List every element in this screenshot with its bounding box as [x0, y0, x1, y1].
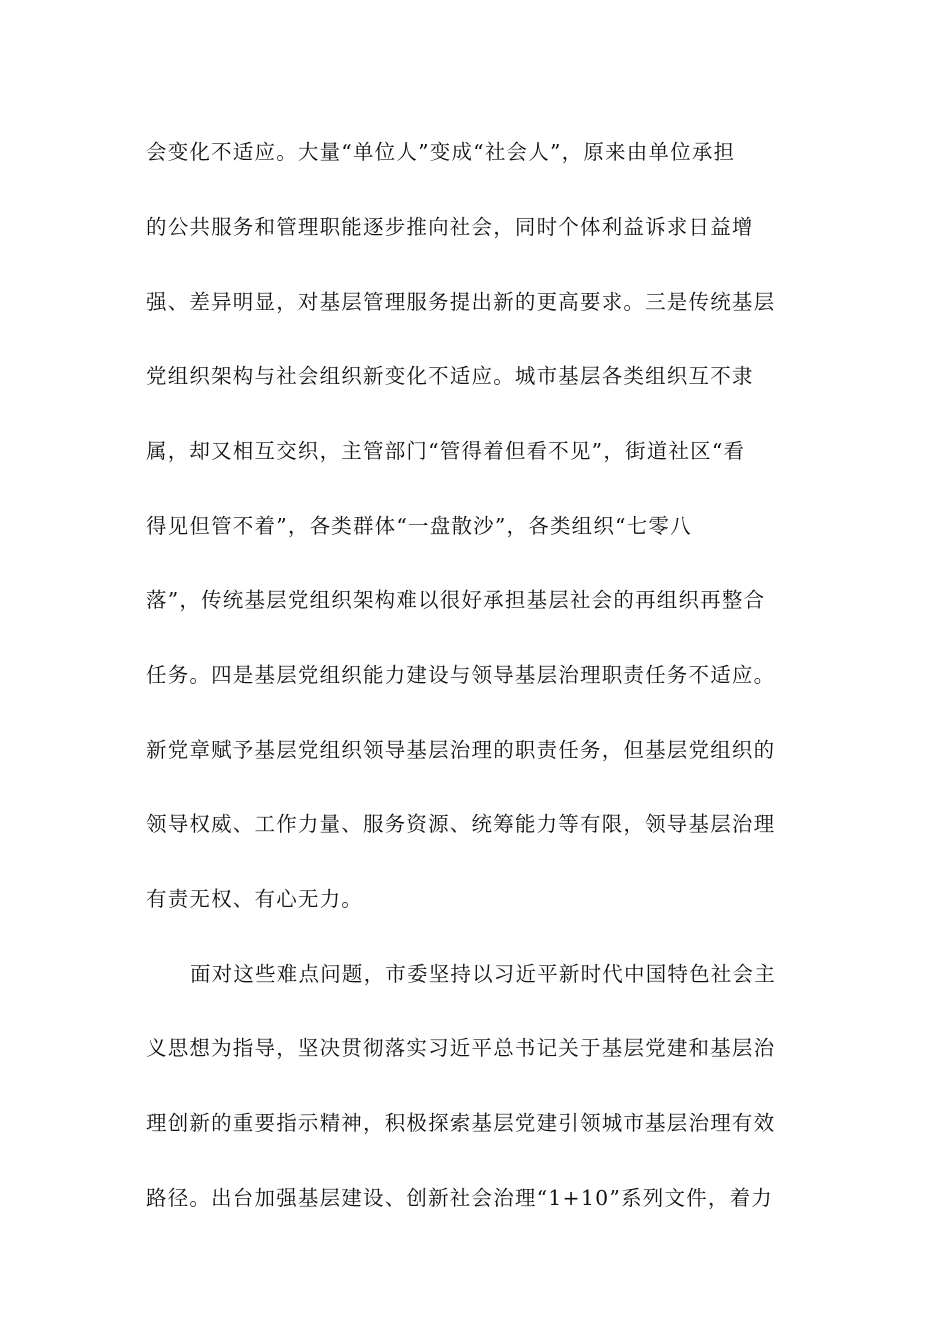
- text-line: 任务。四是基层党组织能力建设与领导基层治理职责任务不适应。: [146, 663, 776, 687]
- text-line: 强、差异明显，对基层管理服务提出新的更高要求。三是传统基层: [146, 290, 776, 314]
- text-line: 新党章赋予基层党组织领导基层治理的职责任务，但基层党组织的: [146, 738, 776, 762]
- text-line: 得见但管不着”，各类群体“一盘散沙”，各类组织“七零八: [146, 514, 692, 538]
- text-line: 的公共服务和管理职能逐步推向社会，同时个体利益诉求日益增: [146, 215, 754, 239]
- text-line: 理创新的重要指示精神，积极探索基层党建引领城市基层治理有效: [146, 1111, 776, 1135]
- text-line: 路径。出台加强基层建设、创新社会治理“1+10”系列文件，着力: [146, 1186, 773, 1210]
- text-line: 会变化不适应。大量“单位人”变成“社会人”，原来由单位承担: [146, 140, 736, 164]
- text-line: 属，却又相互交织，主管部门“管得着但看不见”，街道社区“看: [146, 439, 746, 463]
- text-line: 义思想为指导，坚决贯彻落实习近平总书记关于基层党建和基层治: [146, 1036, 776, 1060]
- text-line: 落”，传统基层党组织架构难以很好承担基层社会的再组织再整合: [146, 588, 766, 612]
- paragraph-first-line: 面对这些难点问题，市委坚持以习近平新时代中国特色社会主: [190, 962, 776, 986]
- text-line: 党组织架构与社会组织新变化不适应。城市基层各类组织互不隶: [146, 364, 754, 388]
- text-line: 领导权威、工作力量、服务资源、统筹能力等有限，领导基层治理: [146, 812, 776, 836]
- text-line: 有责无权、有心无力。: [146, 887, 363, 911]
